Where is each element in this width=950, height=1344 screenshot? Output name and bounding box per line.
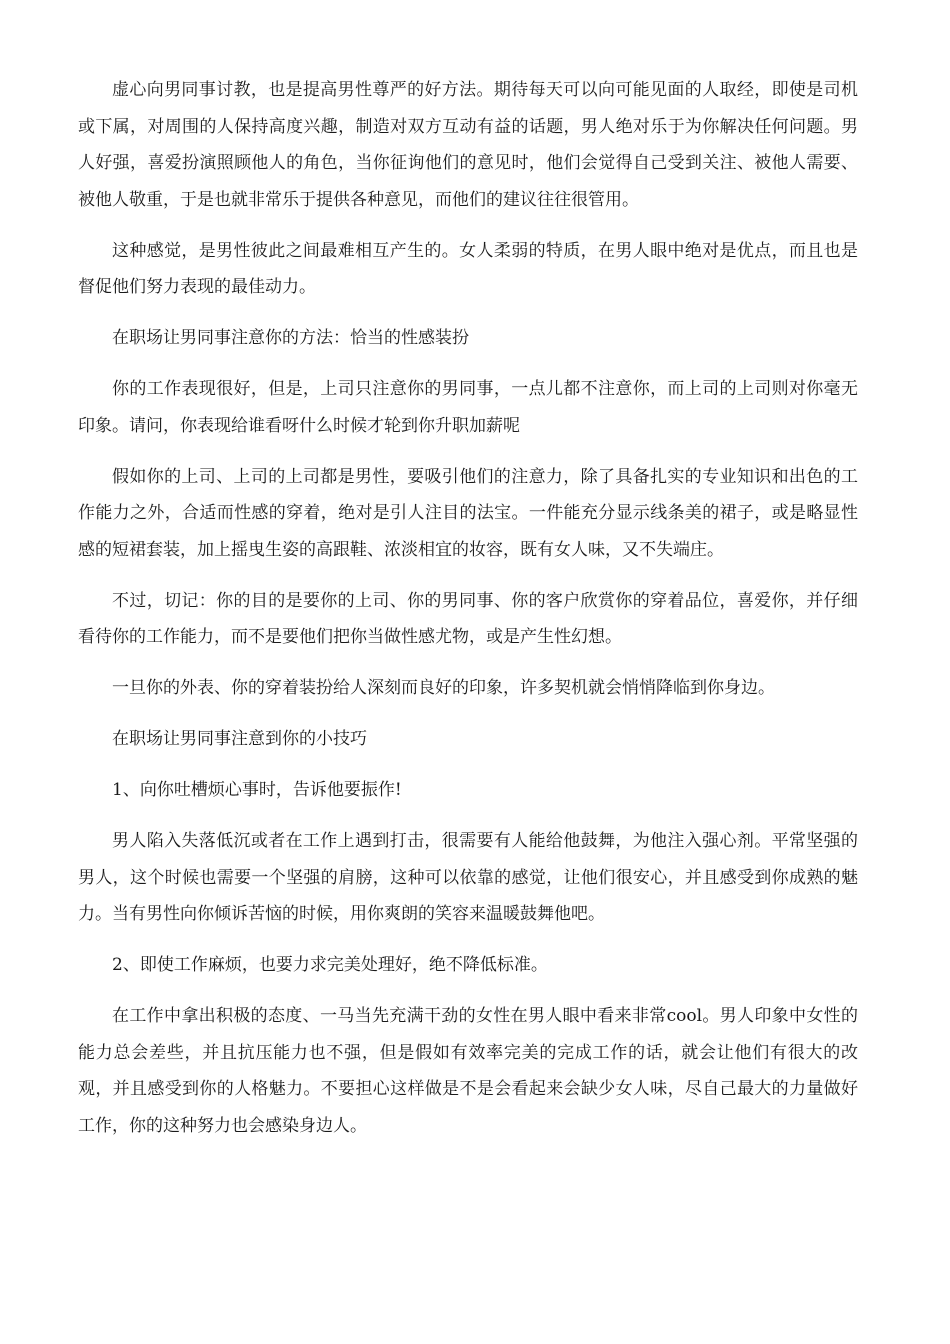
paragraph-5: 假如你的上司、上司的上司都是男性，要吸引他们的注意力，除了具备扎实的专业知识和出色的工作能力之外，合适而性感的穿着，绝对是引人注目的法宝。一件能充分显示线条美的裙子，或是略显性感的短裙套装，加上摇曳生姿的高跟鞋、浓淡相宜的妆容，既有女人味，又不失端庄。 <box>78 466 858 560</box>
paragraph-7: 一旦你的外表、你的穿着装扮给人深刻而良好的印象，许多契机就会悄悄降临到你身边。 <box>112 678 775 698</box>
paragraph-6: 不过，切记：你的目的是要你的上司、你的男同事、你的客户欣赏你的穿着品位，喜爱你，并仔细看待你的工作能力，而不是要他们把你当做性感尤物，或是产生性幻想。 <box>78 590 858 647</box>
tip-1-heading: 1、向你吐槽烦心事时，告诉他要振作! <box>112 780 402 800</box>
paragraph-2: 这种感觉，是男性彼此之间最难相互产生的。女人柔弱的特质，在男人眼中绝对是优点，而且也是督促他们努力表现的最佳动力。 <box>78 240 858 297</box>
paragraph-4: 你的工作表现很好，但是，上司只注意你的男同事，一点儿都不注意你，而上司的上司则对你毫无印象。请问，你表现给谁看呀什么时候才轮到你升职加薪呢 <box>78 379 858 436</box>
document-body <box>78 72 858 1159</box>
paragraph-12: 在工作中拿出积极的态度、一马当先充满干劲的女性在男人眼中看来非常cool。男人印象中女性的能力总会差些，并且抗压能力也不强，但是假如有效率完美的完成工作的话，就会让他们有很大的改观，并且感受到你的人格魅力。不要担心这样做是不是会看起来会缺少女人味，尽自己最大的力量做好工作，你的这种努力也会感染身边人。 <box>78 1006 858 1136</box>
paragraph-10: 男人陷入失落低沉或者在工作上遇到打击，很需要有人能给他鼓舞，为他注入强心剂。平常坚强的男人，这个时候也需要一个坚强的肩膀，这种可以依靠的感觉，让他们很安心，并且感受到你成熟的魅力。当有男性向你倾诉苦恼的时候，用你爽朗的笑容来温暖鼓舞他吧。 <box>78 831 858 924</box>
tip-2-heading: 2、即使工作麻烦，也要力求完美处理好，绝不降低标准。 <box>112 955 548 975</box>
section-heading-tips: 在职场让男同事注意到你的小技巧 <box>112 729 367 749</box>
section-heading-sexy-dress: 在职场让男同事注意你的方法：恰当的性感装扮 <box>112 328 469 348</box>
paragraph-1: 虚心向男同事讨教，也是提高男性尊严的好方法。期待每天可以向可能见面的人取经，即使是司机或下属，对周围的人保持高度兴趣，制造对双方互动有益的话题，男人绝对乐于为你解决任何问题。男人好强，喜爱扮演照顾他人的角色，当你征询他们的意见时，他们会觉得自己受到关注、被他人需要、被他人敬重，于是也就非常乐于提供各种意见，而他们的建议往往很管用。 <box>78 80 858 210</box>
